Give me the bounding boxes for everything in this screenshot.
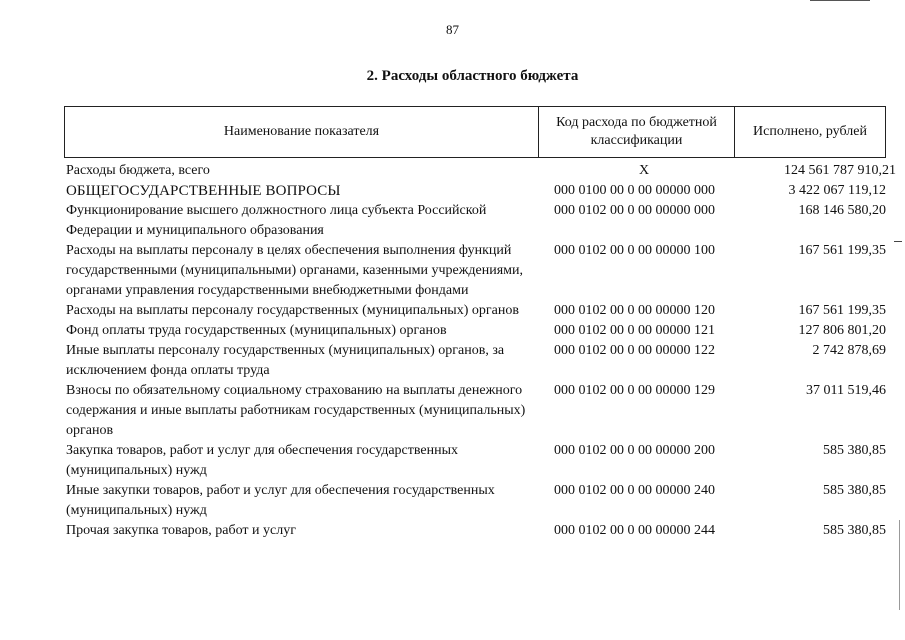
row-code: 000 0102 00 0 00 00000 000 bbox=[554, 203, 715, 218]
row-name: Закупка товаров, работ и услуг для обеспечения государственных (муниципальных) нужд bbox=[66, 443, 459, 478]
row-code: 000 0102 00 0 00 00000 240 bbox=[554, 483, 715, 498]
table-row bbox=[66, 301, 886, 321]
row-amount: 2 742 878,69 bbox=[812, 343, 886, 358]
row-name: Иные выплаты персоналу государственных (муниципальных) органов, за исключением фонда оплаты труда bbox=[66, 343, 505, 378]
row-amount: 167 561 199,35 bbox=[798, 243, 886, 258]
table-row bbox=[66, 201, 886, 241]
table-row bbox=[66, 341, 886, 381]
row-code: 000 0100 00 0 00 00000 000 bbox=[554, 183, 715, 198]
header-name: Наименование показателя bbox=[65, 107, 539, 157]
row-name: Взносы по обязательному социальному страхованию на выплаты денежного содержания и иные выплаты работникам государственных (муниципальных) органов bbox=[66, 383, 526, 438]
row-amount: 127 806 801,20 bbox=[798, 323, 886, 338]
row-amount: 3 422 067 119,12 bbox=[788, 183, 886, 198]
row-name: Расходы на выплаты персоналу в целях обеспечения выполнения функций государственными (муниципальными) органами, казенными учреждениями, органами управления государственными внебюджетными фондами bbox=[66, 243, 523, 298]
row-amount: 585 380,85 bbox=[823, 523, 886, 538]
header-code: Код расхода по бюджетной классификации bbox=[539, 107, 735, 157]
row-code: 000 0102 00 0 00 00000 121 bbox=[554, 323, 715, 338]
row-amount: 585 380,85 bbox=[823, 483, 886, 498]
page-edge-mark bbox=[899, 520, 900, 610]
table-row bbox=[66, 321, 886, 341]
header-amount: Исполнено, рублей bbox=[753, 124, 867, 139]
row-code: 000 0102 00 0 00 00000 120 bbox=[554, 303, 715, 318]
row-amount: 37 011 519,46 bbox=[806, 383, 886, 398]
table-row bbox=[66, 441, 886, 481]
table-row bbox=[66, 161, 896, 181]
table-row bbox=[66, 381, 886, 441]
row-code: 000 0102 00 0 00 00000 122 bbox=[554, 343, 715, 358]
row-code: X bbox=[638, 163, 650, 178]
table-row bbox=[66, 241, 886, 301]
row-code: 000 0102 00 0 00 00000 244 bbox=[554, 523, 715, 538]
row-amount: 167 561 199,35 bbox=[798, 303, 886, 318]
row-name: Прочая закупка товаров, работ и услуг bbox=[66, 523, 296, 538]
table-row bbox=[66, 181, 886, 201]
row-code: 000 0102 00 0 00 00000 129 bbox=[554, 383, 715, 398]
row-name: Иные закупки товаров, работ и услуг для обеспечения государственных (муниципальных) нужд bbox=[66, 483, 495, 518]
row-code: 000 0102 00 0 00 00000 200 bbox=[554, 443, 715, 458]
section-title: 2. Расходы областного бюджета bbox=[366, 68, 579, 84]
row-amount: 168 146 580,20 bbox=[798, 203, 886, 218]
table-header bbox=[64, 106, 886, 158]
table-body bbox=[66, 161, 896, 541]
row-name: Расходы на выплаты персоналу государственных (муниципальных) органов bbox=[66, 303, 519, 318]
table-row bbox=[66, 481, 886, 521]
row-name: Расходы бюджета, всего bbox=[66, 163, 210, 178]
row-amount: 585 380,85 bbox=[823, 443, 886, 458]
row-name: Функционирование высшего должностного лица субъекта Российской Федерации и муниципального образования bbox=[66, 203, 487, 238]
row-name: ОБЩЕГОСУДАРСТВЕННЫЕ ВОПРОСЫ bbox=[66, 183, 341, 199]
top-rule bbox=[810, 0, 870, 1]
page-number: 87 bbox=[446, 22, 459, 37]
side-mark bbox=[894, 241, 902, 242]
row-name: Фонд оплаты труда государственных (муниципальных) органов bbox=[66, 323, 447, 338]
row-amount: 124 561 787 910,21 bbox=[784, 163, 896, 178]
table-row bbox=[66, 521, 886, 541]
row-code: 000 0102 00 0 00 00000 100 bbox=[554, 243, 715, 258]
